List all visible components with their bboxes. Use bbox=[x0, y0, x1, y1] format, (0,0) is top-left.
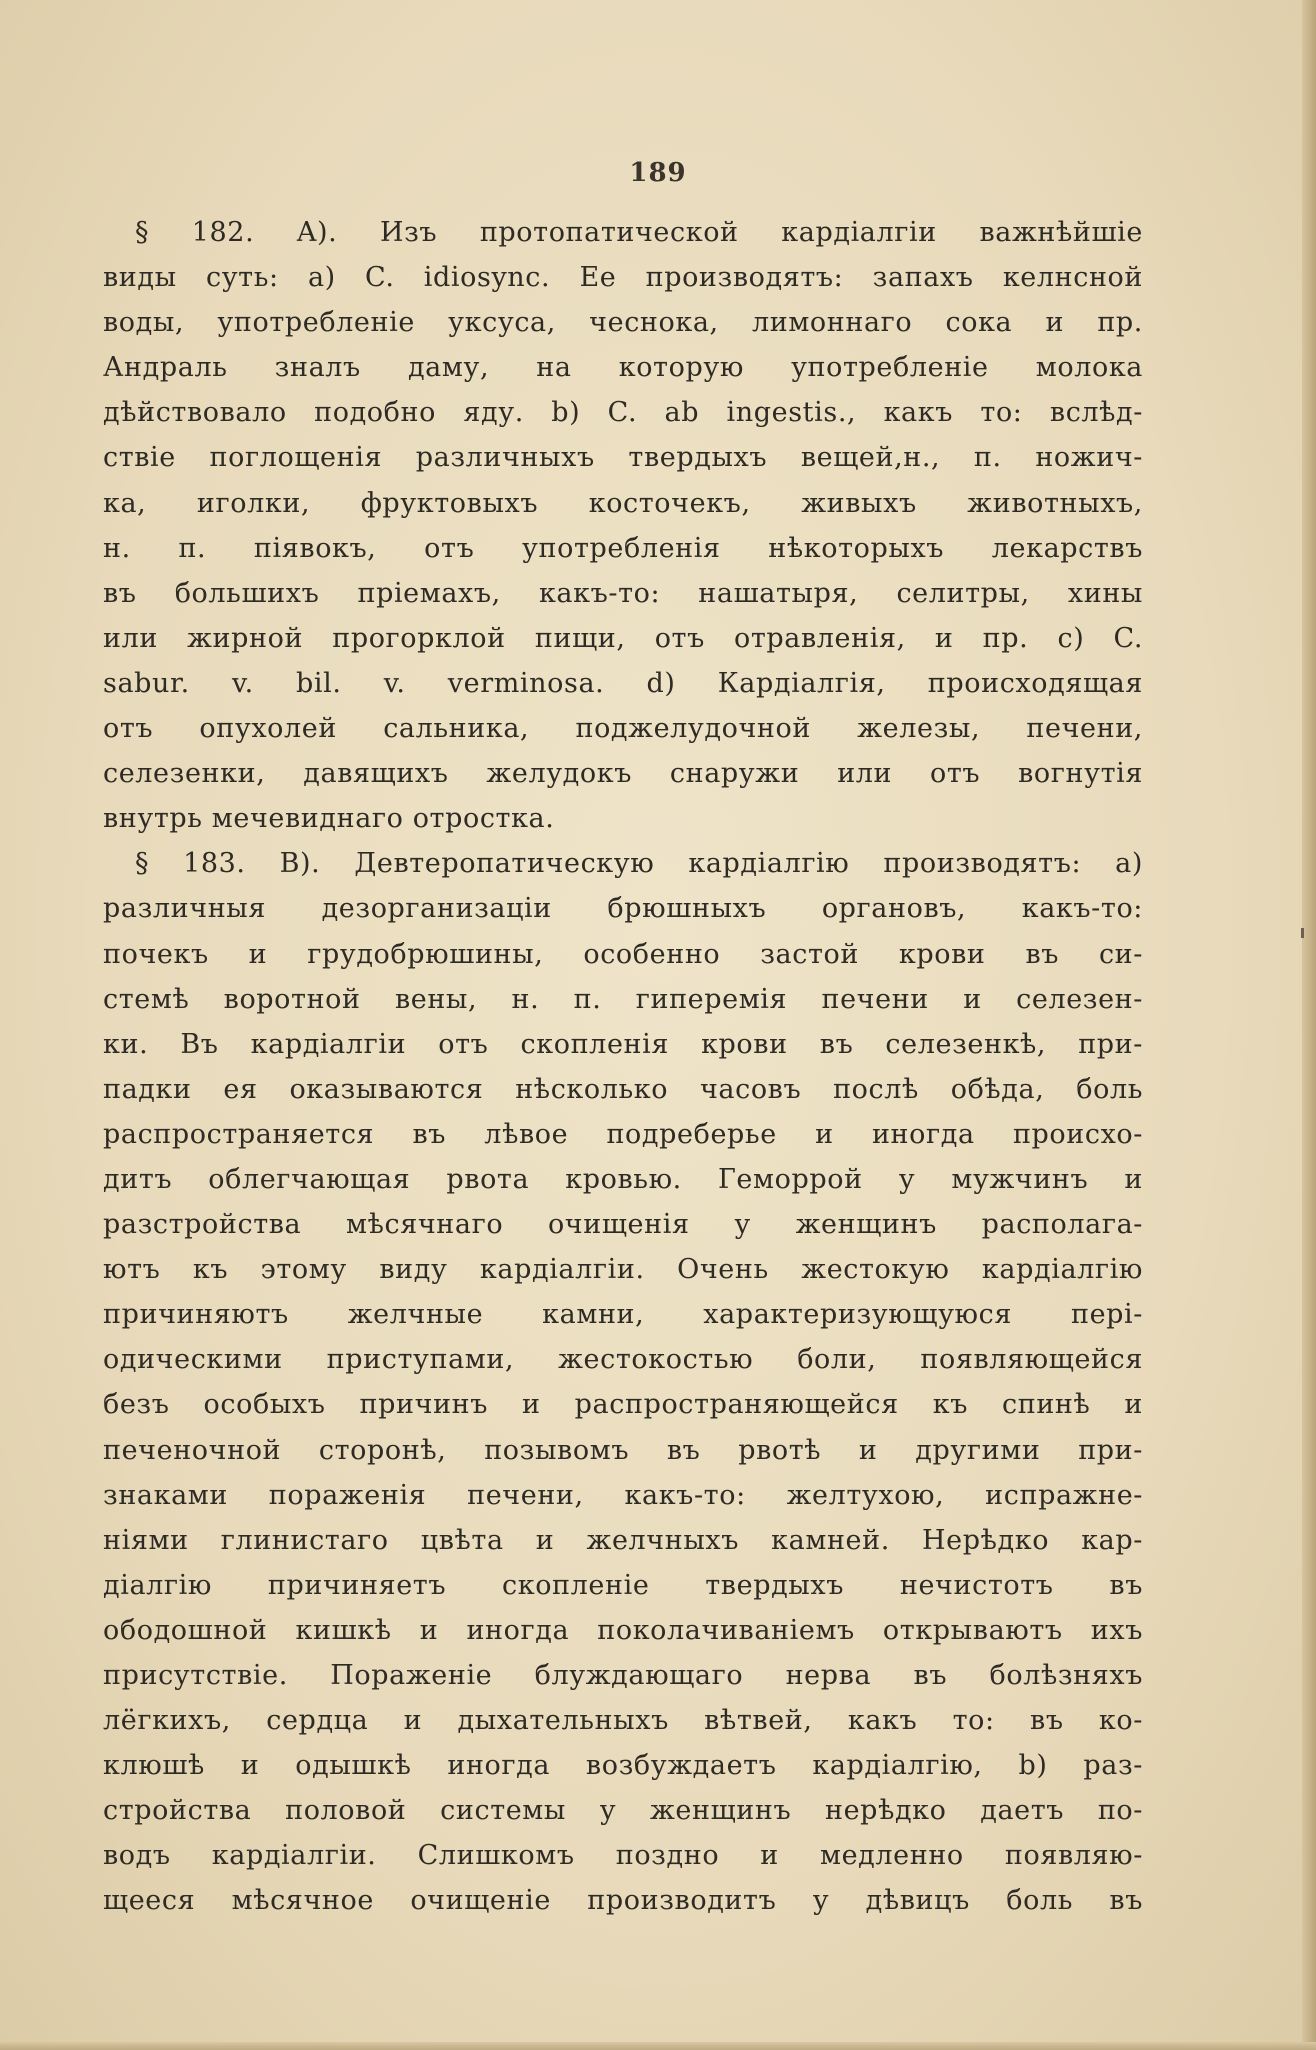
text-line: щееся мѣсячное очищеніе производитъ у дѣвицъ боль въ bbox=[103, 1885, 1143, 1917]
text-line: безъ особыхъ причинъ и распространяющейся къ спинѣ и bbox=[103, 1389, 1143, 1421]
text-line: sabur. v. bil. v. verminosa. d) Кардіалгія, происходящая bbox=[103, 667, 1143, 699]
text-line: стройства половой системы у женщинъ нерѣдко даетъ по- bbox=[103, 1795, 1143, 1827]
text-line: ободошной кишкѣ и иногда поколачиваніемъ открываютъ ихъ bbox=[103, 1614, 1143, 1646]
text-line: діалгію причиняетъ скопленіе твердыхъ нечистотъ въ bbox=[103, 1569, 1143, 1601]
text-line: въ большихъ пріемахъ, какъ-то: нашатыря, селитры, хины bbox=[103, 577, 1143, 609]
body-text bbox=[103, 210, 1143, 1924]
text-line: ніями глинистаго цвѣта и желчныхъ камней. Нерѣдко кар- bbox=[103, 1524, 1143, 1556]
text-line: причиняютъ желчные камни, характеризующуюся пері- bbox=[103, 1299, 1143, 1331]
text-line: стемѣ воротной вены, н. п. гиперемія печени и селезен- bbox=[103, 983, 1143, 1015]
text-line: водъ кардіалгіи. Слишкомъ поздно и медленно появляю- bbox=[103, 1840, 1143, 1872]
text-line: ствіе поглощенія различныхъ твердыхъ вещей,н., п. ножич- bbox=[103, 442, 1143, 474]
margin-mark bbox=[1301, 928, 1304, 938]
text-line: падки ея оказываются нѣсколько часовъ послѣ обѣда, боль bbox=[103, 1073, 1143, 1105]
text-line: дѣйствовало подобно яду. b) C. ab ingestis., какъ то: вслѣд- bbox=[103, 397, 1143, 429]
text-line: внутрь мечевиднаго отростка. bbox=[103, 803, 555, 835]
text-line: или жирной прогорклой пищи, отъ отравленія, и пр. c) C. bbox=[103, 622, 1143, 654]
text-line: § 182. A). Изъ протопатической кардіалгіи важнѣйшіе bbox=[135, 217, 1143, 248]
text-line: виды суть: a) C. idiosync. Ее производятъ: запахъ келнсной bbox=[103, 262, 1143, 294]
text-line: лёгкихъ, сердца и дыхательныхъ вѣтвей, какъ то: въ ко- bbox=[103, 1705, 1143, 1737]
text-line: § 183. B). Девтеропатическую кардіалгію производятъ: a) bbox=[135, 848, 1143, 880]
text-line: н. п. піявокъ, отъ употребленія нѣкоторыхъ лекарствъ bbox=[103, 532, 1143, 564]
text-line: печеночной сторонѣ, позывомъ въ рвотѣ и другими при- bbox=[103, 1434, 1143, 1466]
text-line: клюшѣ и одышкѣ иногда возбуждаетъ кардіалгію, b) раз- bbox=[103, 1750, 1143, 1782]
text-line: дитъ облегчающая рвота кровью. Геморрой у мужчинъ и bbox=[103, 1163, 1143, 1195]
text-line: различныя дезорганизаціи брюшныхъ органовъ, какъ-то: bbox=[103, 893, 1143, 925]
text-line: знаками пораженія печени, какъ-то: желтухою, испражне- bbox=[103, 1479, 1143, 1511]
text-line: селезенки, давящихъ желудокъ снаружи или отъ вогнутія bbox=[103, 758, 1143, 790]
text-line: ка, иголки, фруктовыхъ косточекъ, живыхъ животныхъ, bbox=[103, 487, 1143, 519]
text-line: разстройства мѣсячнаго очищенія у женщинъ располага- bbox=[103, 1209, 1143, 1241]
page-number: 189 bbox=[629, 158, 687, 188]
text-line: ютъ къ этому виду кардіалгіи. Очень жестокую кардіалгію bbox=[103, 1254, 1143, 1286]
text-line: распространяется въ лѣвое подреберье и иногда происхо- bbox=[103, 1118, 1143, 1150]
text-line: Андраль зналъ даму, на которую употребленіе молока bbox=[103, 352, 1143, 384]
text-line: воды, употребленіе уксуса, чеснока, лимоннаго сока и пр. bbox=[103, 307, 1143, 339]
text-line: одическими приступами, жестокостью боли, появляющейся bbox=[103, 1344, 1143, 1376]
page-edge-bottom bbox=[0, 2042, 1316, 2050]
text-line: присутствіе. Пораженіе блуждающаго нерва въ болѣзняхъ bbox=[103, 1660, 1143, 1691]
text-line: отъ опухолей сальника, поджелудочной железы, печени, bbox=[103, 713, 1143, 745]
text-line: ки. Въ кардіалгіи отъ скопленія крови въ селезенкѣ, при- bbox=[103, 1028, 1143, 1060]
text-line: почекъ и грудобрюшины, особенно застой крови въ си- bbox=[103, 938, 1143, 970]
page-edge-right bbox=[1302, 0, 1316, 2050]
